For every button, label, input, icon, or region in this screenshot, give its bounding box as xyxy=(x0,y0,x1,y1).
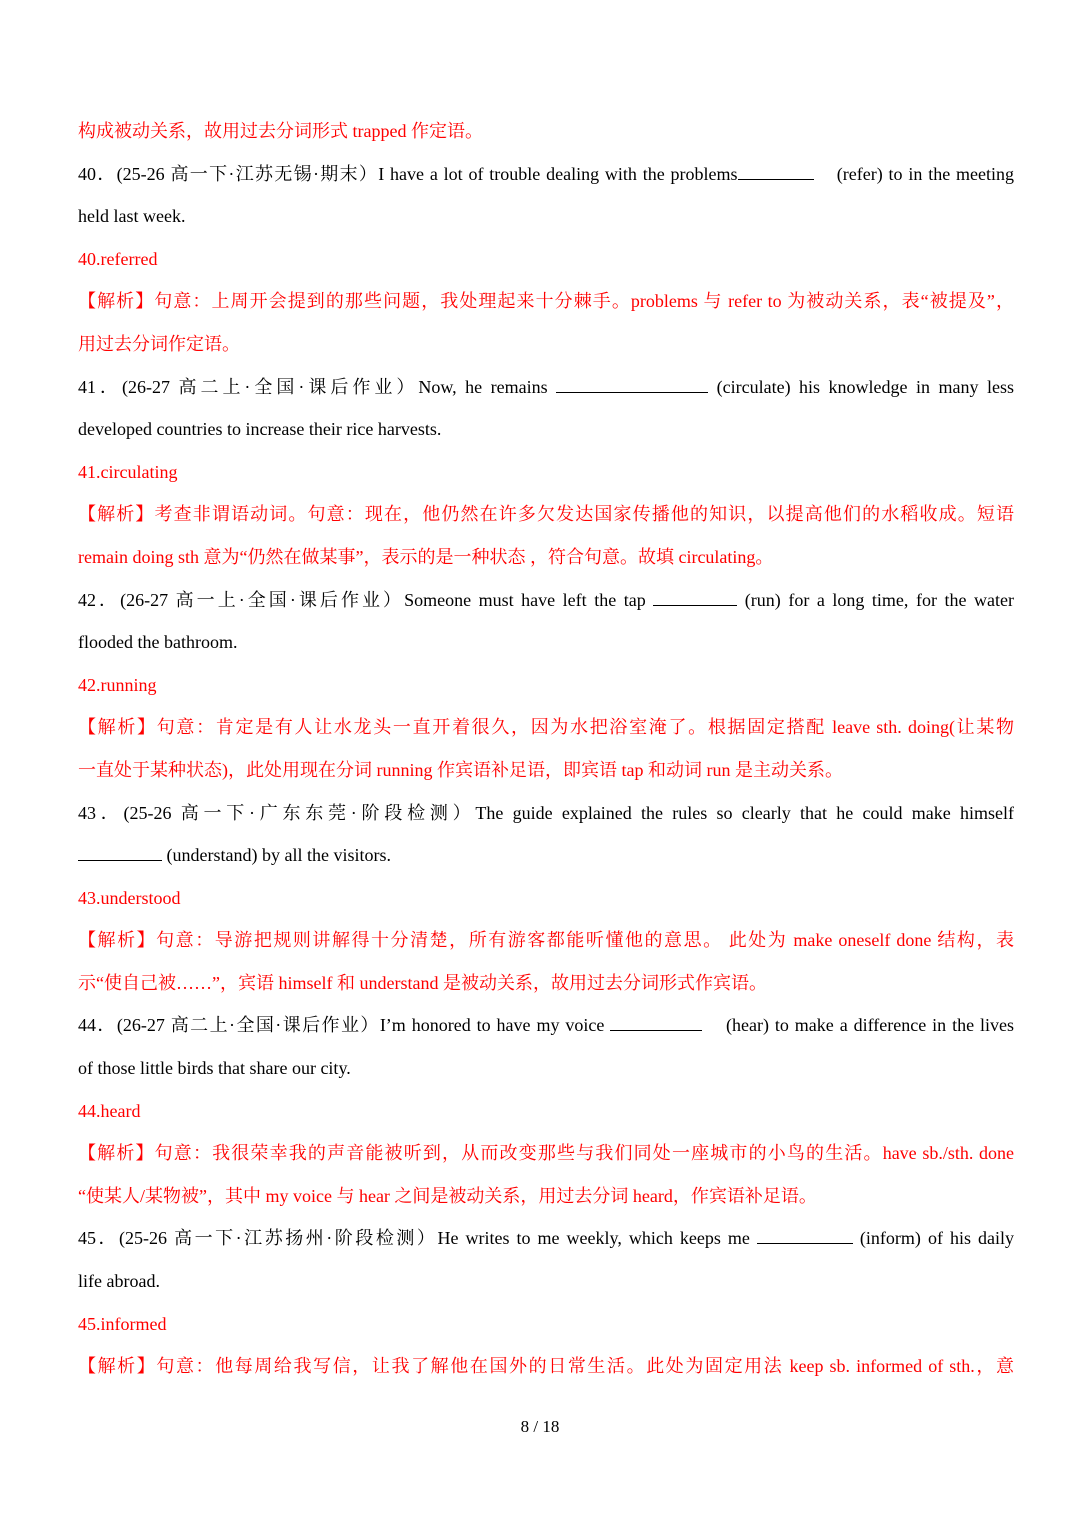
answer-line: “使某人/某物被”，其中 my voice 与 hear 之间是被动关系，用过去分词 heard，作宾语补足语。 xyxy=(78,1185,817,1206)
answer-blank xyxy=(738,161,814,180)
question-line: held last week. xyxy=(78,206,186,227)
answer-line: 【解析】句意：他每周给我写信，让我了解他在国外的日常生活。此处为固定用法 keep sb. informed of sth.，意 xyxy=(78,1356,1014,1377)
question-text: (hear) to make a difference in the lives xyxy=(702,1015,1014,1036)
question-text: (refer) to in the meeting xyxy=(813,163,1014,184)
answer-line: 构成被动关系，故用过去分词形式 trapped 作定语。 xyxy=(78,121,483,141)
question-text: (circulate) his knowledge in many less xyxy=(708,376,1014,397)
question-line: of those little birds that share our city. xyxy=(78,1058,351,1079)
question-line xyxy=(78,366,1014,409)
question-line: 43．(25-26 高一下·广东东莞·阶段检测）The guide explained the rules so clearly that he could make himself xyxy=(78,802,1014,823)
question-text: 41．(26-27 高二上·全国·课后作业）Now, he remains xyxy=(78,376,557,397)
question-line xyxy=(78,834,1014,877)
answer-line: 44.heard xyxy=(78,1100,141,1121)
question-line: flooded the bathroom. xyxy=(78,632,238,653)
answer-line: 43.understood xyxy=(78,887,181,908)
answer-line: 一直处于某种状态)，此处用现在分词 running 作宾语补足语，即宾语 tap 和动词 run 是主动关系。 xyxy=(78,759,843,780)
question-line xyxy=(78,1217,1014,1260)
question-text: 40．(25-26 高一下·江苏无锡·期末）I have a lot of trouble dealing with the problems xyxy=(78,163,738,184)
question-text: 42．(26-27 高一上·全国·课后作业）Someone must have left the tap xyxy=(78,589,654,610)
question-text: (understand) by all the visitors. xyxy=(162,845,391,866)
question-line xyxy=(78,1004,1014,1047)
question-line xyxy=(78,153,1014,196)
question-text: (run) for a long time, for the water xyxy=(737,589,1014,610)
document-page xyxy=(78,110,1014,1388)
question-text: 44．(26-27 高二上·全国·课后作业）I’m honored to have my voice xyxy=(78,1015,611,1036)
answer-line: 42.running xyxy=(78,674,157,695)
question-line: developed countries to increase their rice harvests. xyxy=(78,419,442,440)
question-line xyxy=(78,579,1014,622)
answer-blank xyxy=(610,1012,702,1031)
answer-line: 【解析】句意：上周开会提到的那些问题，我处理起来十分棘手。problems 与 refer to 为被动关系，表“被提及”， xyxy=(78,291,1014,312)
answer-line: 45.informed xyxy=(78,1313,167,1334)
question-line: life abroad. xyxy=(78,1271,160,1292)
answer-line: 【解析】句意：肯定是有人让水龙头一直开着很久，因为水把浴室淹了。根据固定搭配 leave sth. doing(让某物 xyxy=(78,717,1014,738)
answer-line: 【解析】考查非谓语动词。句意：现在，他仍然在许多欠发达国家传播他的知识，以提高他们的水稻收成。短语 xyxy=(78,504,1014,525)
answer-line: 40.referred xyxy=(78,248,158,269)
answer-line: remain doing sth 意为“仍然在做某事”，表示的是一种状态 ，符合句意。故填 circulating。 xyxy=(78,546,774,567)
answer-blank xyxy=(653,587,737,606)
page-number: 8 / 18 xyxy=(520,1417,560,1436)
question-text: (inform) of his daily xyxy=(852,1228,1014,1249)
answer-line: 用过去分词作定语。 xyxy=(78,333,240,354)
answer-line: 【解析】句意：导游把规则讲解得十分清楚，所有游客都能听懂他的意思。 此处为 make oneself done 结构，表 xyxy=(78,930,1014,951)
answer-blank xyxy=(757,1225,853,1244)
answer-blank xyxy=(556,374,708,393)
answer-line: 示“使自己被……”，宾语 himself 和 understand 是被动关系，故用过去分词形式作宾语。 xyxy=(78,972,767,993)
answer-line: 【解析】句意：我很荣幸我的声音能被听到，从而改变那些与我们同处一座城市的小鸟的生活。have sb./sth. done xyxy=(78,1143,1014,1164)
question-text: 45．(25-26 高一下·江苏扬州·阶段检测）He writes to me weekly, which keeps me xyxy=(78,1228,757,1249)
answer-line: 41.circulating xyxy=(78,461,178,482)
answer-blank xyxy=(78,842,162,861)
